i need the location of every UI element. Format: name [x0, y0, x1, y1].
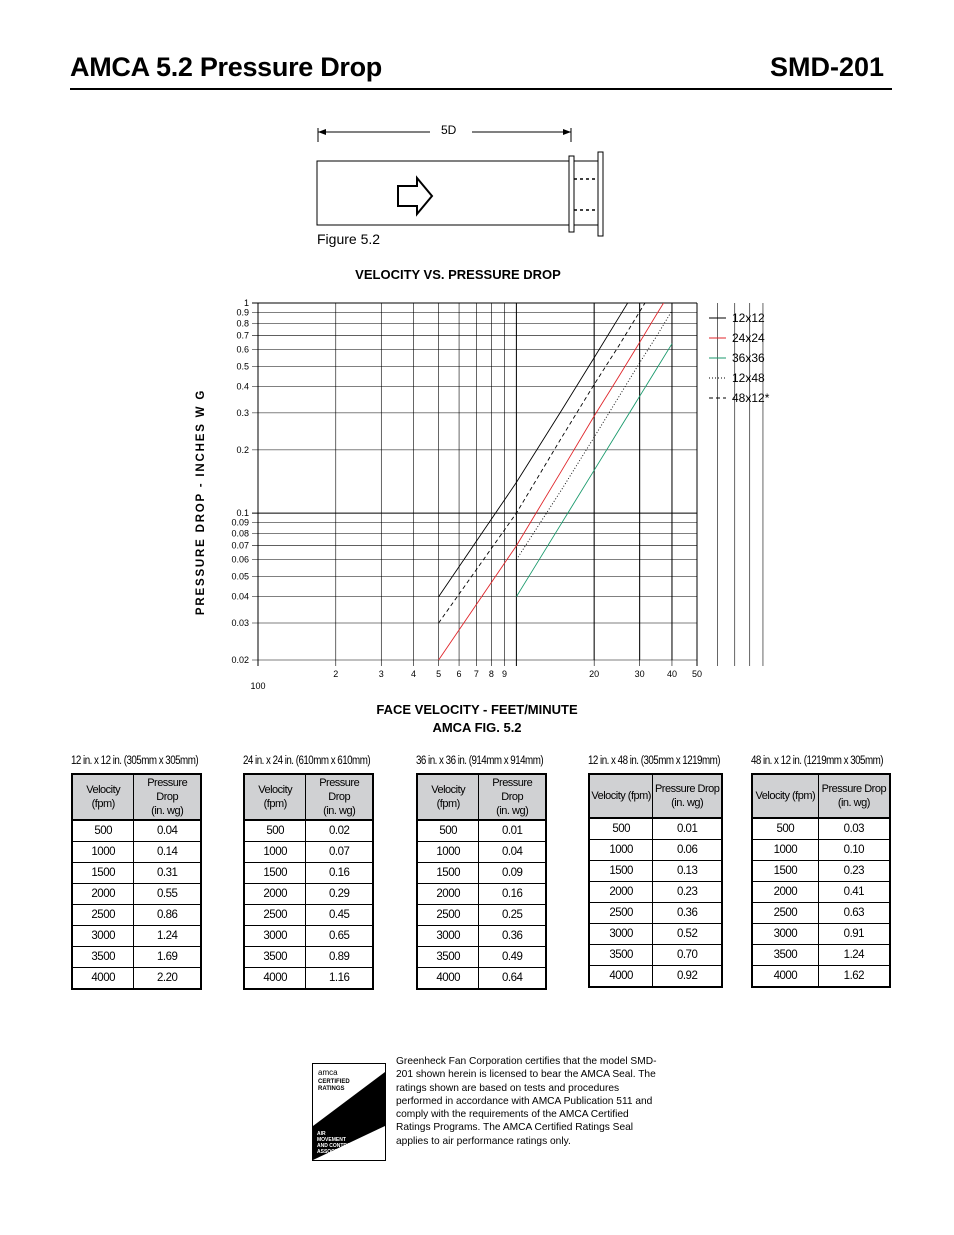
pressure-drop-header: Pressure Drop (in. wg) — [479, 774, 546, 820]
velocity-cell: 1000 — [589, 840, 653, 861]
velocity-cell: 500 — [244, 820, 306, 842]
velocity-cell: 500 — [589, 818, 653, 840]
chart-grid — [252, 303, 763, 666]
velocity-cell: 2000 — [417, 884, 479, 905]
figure-caption: Figure 5.2 — [317, 231, 381, 247]
velocity-cell: 3500 — [244, 947, 306, 968]
pressure-drop-cell: 0.65 — [306, 926, 373, 947]
table-title: 12 in. x 12 in. (305mm x 305mm) — [71, 755, 199, 767]
table-row — [589, 861, 722, 882]
x-tick-label: 30 — [634, 669, 645, 679]
svg-text:amca: amca — [318, 1068, 338, 1077]
y-tick-label: 0.3 — [236, 407, 249, 418]
table-header-row — [752, 774, 890, 818]
pressure-drop-cell: 0.36 — [479, 926, 546, 947]
table-row — [244, 884, 373, 905]
table-row — [417, 926, 546, 947]
pressure-drop-cell: 0.25 — [479, 905, 546, 926]
x-tick-label: 5 — [436, 669, 442, 679]
velocity-cell: 2500 — [72, 905, 134, 926]
table-row — [752, 840, 890, 861]
pressure-drop-cell: 0.63 — [818, 903, 890, 924]
pressure-drop-cell: 0.23 — [818, 861, 890, 882]
velocity-cell: 4000 — [417, 968, 479, 990]
table-row — [417, 905, 546, 926]
y-tick-label: 0.8 — [236, 318, 249, 329]
table-row — [589, 840, 722, 861]
pressure-drop-cell: 0.29 — [306, 884, 373, 905]
velocity-cell: 3500 — [72, 947, 134, 968]
table-row — [417, 968, 546, 990]
table-row — [752, 818, 890, 840]
velocity-cell: 1000 — [417, 842, 479, 863]
table-title: 24 in. x 24 in. (610mm x 610mm) — [243, 755, 371, 767]
pressure-drop-cell: 2.20 — [134, 968, 201, 990]
chart-subtitle: AMCA FIG. 5.2 — [432, 720, 522, 735]
pressure-drop-cell: 0.55 — [134, 884, 201, 905]
velocity-cell: 2000 — [589, 882, 653, 903]
velocity-header: Velocity (fpm) — [589, 774, 653, 818]
velocity-cell: 2500 — [752, 903, 818, 924]
pressure-drop-header: Pressure Drop (in. wg) — [818, 774, 890, 818]
table-row — [417, 863, 546, 884]
velocity-cell: 1000 — [752, 840, 818, 861]
x-tick-label: 9 — [502, 669, 508, 679]
pressure-drop-cell: 0.31 — [134, 863, 201, 884]
x-tick-label: 50 — [691, 669, 703, 679]
velocity-cell: 2000 — [244, 884, 306, 905]
y-tick-label: 0.4 — [236, 381, 249, 392]
x-axis-label: FACE VELOCITY - FEET/MINUTE — [376, 702, 578, 717]
series-line-12x12 — [439, 262, 672, 597]
dimension-label: 5D — [441, 123, 457, 137]
x-tick-label: 4 — [411, 669, 417, 679]
chart-title: VELOCITY VS. PRESSURE DROP — [355, 267, 561, 282]
legend-label: 48x12* — [732, 391, 770, 405]
pressure-drop-cell: 0.23 — [653, 882, 722, 903]
velocity-header: Velocity (fpm) — [72, 774, 134, 820]
velocity-cell: 2000 — [72, 884, 134, 905]
table-row — [752, 924, 890, 945]
pressure-drop-header: Pressure Drop (in. wg) — [134, 774, 201, 820]
pressure-drop-cell: 0.14 — [134, 842, 201, 863]
table-36x36 — [416, 755, 566, 990]
velocity-cell: 2500 — [244, 905, 306, 926]
x-tick-label: 8 — [488, 669, 494, 679]
x-tick-label: 20 — [589, 669, 600, 679]
pressure-drop-cell: 1.24 — [818, 945, 890, 966]
pressure-drop-cell: 0.03 — [818, 818, 890, 840]
y-tick-label: 0.04 — [231, 591, 249, 602]
table-row — [244, 905, 373, 926]
velocity-cell: 1000 — [244, 842, 306, 863]
velocity-cell: 3000 — [244, 926, 306, 947]
duct-diagram — [300, 120, 620, 245]
table-12x12 — [71, 755, 221, 990]
pressure-drop-cell: 0.89 — [306, 947, 373, 968]
velocity-cell: 3000 — [589, 924, 653, 945]
pressure-drop-cell: 0.01 — [653, 818, 722, 840]
svg-text:AIR: AIR — [353, 1108, 364, 1114]
pressure-drop-cell: 0.06 — [653, 840, 722, 861]
y-tick-label: 0.9 — [236, 307, 249, 318]
x-tick-label: 3 — [378, 669, 384, 679]
velocity-cell: 3500 — [417, 947, 479, 968]
velocity-cell: 3500 — [589, 945, 653, 966]
table-header-row — [72, 774, 201, 820]
table-row — [589, 966, 722, 988]
legend-label: 12x48 — [732, 371, 765, 385]
amca-seal-logo — [312, 1063, 386, 1161]
y-tick-label: 0.2 — [236, 444, 249, 455]
pressure-drop-cell: 0.49 — [479, 947, 546, 968]
pressure-drop-cell: 0.16 — [479, 884, 546, 905]
table-row — [244, 926, 373, 947]
pressure-drop-cell: 0.92 — [653, 966, 722, 988]
table-row — [72, 905, 201, 926]
velocity-cell: 1000 — [72, 842, 134, 863]
page-header — [70, 52, 892, 90]
table-header-row — [417, 774, 546, 820]
table-row — [752, 861, 890, 882]
pressure-drop-cell: 0.86 — [134, 905, 201, 926]
pressure-drop-cell: 0.70 — [653, 945, 722, 966]
table-row — [589, 945, 722, 966]
y-tick-label: 0.07 — [231, 540, 249, 551]
table-row — [72, 863, 201, 884]
svg-text:PERFORMANCE: PERFORMANCE — [347, 1115, 375, 1119]
table-row — [752, 903, 890, 924]
pressure-drop-cell: 1.16 — [306, 968, 373, 990]
legend-label: 24x24 — [732, 331, 765, 345]
svg-text:AND CONTROL: AND CONTROL — [317, 1143, 354, 1149]
velocity-cell: 3000 — [752, 924, 818, 945]
y-tick-label: 0.6 — [236, 344, 249, 355]
table-row — [72, 968, 201, 990]
velocity-cell: 500 — [752, 818, 818, 840]
pressure-drop-cell: 0.02 — [306, 820, 373, 842]
y-tick-label: 0.5 — [236, 361, 249, 372]
y-tick-label: 0.1 — [236, 508, 249, 519]
velocity-cell: 4000 — [752, 966, 818, 988]
table-row — [589, 818, 722, 840]
pressure-drop-cell: 0.41 — [818, 882, 890, 903]
table-title: 48 in. x 12 in. (1219mm x 305mm) — [751, 755, 884, 767]
chart-legend — [709, 311, 770, 405]
velocity-cell: 3500 — [752, 945, 818, 966]
table-row — [752, 882, 890, 903]
table-title: 12 in. x 48 in. (305mm x 1219mm) — [588, 755, 721, 767]
table-row — [72, 926, 201, 947]
velocity-cell: 1500 — [589, 861, 653, 882]
velocity-pressure-chart — [190, 262, 790, 742]
table-row — [244, 947, 373, 968]
chart-series — [439, 262, 672, 660]
velocity-cell: 4000 — [72, 968, 134, 990]
pressure-drop-cell: 0.04 — [479, 842, 546, 863]
certification-text: Greenheck Fan Corporation certifies that the model SMD-201 shown herein is licensed to bear the AMCA Seal. The ratings shown are based on tests and procedures performed in accordance with AMCA Publication 511 and comply with the requirements of the AMCA Certified Ratings Programs. The AMCA Certified Ratings Seal applies to air performance ratings only. — [396, 1056, 657, 1147]
table-row — [417, 820, 546, 842]
velocity-header: Velocity (fpm) — [752, 774, 818, 818]
legend-label: 12x12 — [732, 311, 765, 325]
velocity-cell: 2500 — [589, 903, 653, 924]
series-line-48x12 — [439, 262, 672, 623]
pressure-drop-cell: 0.45 — [306, 905, 373, 926]
table-row — [589, 903, 722, 924]
x-tick-label: 40 — [666, 669, 677, 679]
svg-text:MOVEMENT: MOVEMENT — [317, 1137, 346, 1143]
table-header-row — [589, 774, 722, 818]
pressure-drop-cell: 0.09 — [479, 863, 546, 884]
table-row — [244, 842, 373, 863]
velocity-cell: 1500 — [752, 861, 818, 882]
pressure-drop-cell: 0.13 — [653, 861, 722, 882]
velocity-cell: 2000 — [752, 882, 818, 903]
table-row — [589, 882, 722, 903]
velocity-cell: 500 — [417, 820, 479, 842]
y-tick-label: 0.02 — [231, 655, 249, 665]
pressure-drop-cell: 0.01 — [479, 820, 546, 842]
table-row — [417, 947, 546, 968]
table-24x24 — [243, 755, 393, 990]
y-tick-label: 0.09 — [231, 517, 249, 528]
table-row — [244, 863, 373, 884]
velocity-cell: 1500 — [244, 863, 306, 884]
velocity-header: Velocity (fpm) — [417, 774, 479, 820]
table-title: 36 in. x 36 in. (914mm x 914mm) — [416, 755, 544, 767]
pressure-drop-cell: 0.07 — [306, 842, 373, 863]
x-tick-label: 2 — [333, 669, 339, 679]
pressure-drop-cell: 0.16 — [306, 863, 373, 884]
y-tick-label: 0.03 — [231, 617, 249, 628]
table-row — [244, 820, 373, 842]
pressure-drop-cell: 1.24 — [134, 926, 201, 947]
y-tick-label: 0.7 — [236, 330, 249, 341]
table-row — [417, 884, 546, 905]
table-12x48 — [588, 755, 743, 988]
svg-text:ASSOCIATION, INC.: ASSOCIATION, INC. — [317, 1149, 365, 1155]
x-tick-labels — [250, 669, 702, 691]
svg-text:RATINGS: RATINGS — [318, 1086, 345, 1092]
y-axis-label: PRESSURE DROP - INCHES W G — [195, 388, 207, 616]
table-row — [752, 945, 890, 966]
velocity-cell: 500 — [72, 820, 134, 842]
pressure-drop-cell: 0.10 — [818, 840, 890, 861]
table-row — [589, 924, 722, 945]
series-line-24x24 — [439, 290, 672, 661]
pressure-drop-header: Pressure Drop (in. wg) — [306, 774, 373, 820]
pressure-drop-cell: 0.36 — [653, 903, 722, 924]
y-tick-label: 0.08 — [231, 528, 249, 539]
table-48x12 — [751, 755, 906, 988]
svg-text:AIR: AIR — [317, 1131, 326, 1137]
y-tick-label: 0.05 — [231, 571, 249, 582]
table-row — [72, 820, 201, 842]
pressure-drop-cell: 0.64 — [479, 968, 546, 990]
x-tick-label: 6 — [456, 669, 462, 679]
velocity-header: Velocity (fpm) — [244, 774, 306, 820]
y-tick-labels — [231, 298, 249, 665]
table-row — [72, 884, 201, 905]
table-row — [72, 947, 201, 968]
svg-text:CERTIFIED: CERTIFIED — [318, 1079, 350, 1085]
pressure-drop-cell: 1.62 — [818, 966, 890, 988]
x-tick-label: 100 — [250, 681, 266, 691]
pressure-drop-cell: 0.04 — [134, 820, 201, 842]
velocity-cell: 3000 — [417, 926, 479, 947]
page-title: AMCA 5.2 Pressure Drop — [70, 52, 382, 82]
table-header-row — [244, 774, 373, 820]
table-row — [72, 842, 201, 863]
velocity-cell: 4000 — [589, 966, 653, 988]
table-row — [244, 968, 373, 990]
table-row — [752, 966, 890, 988]
velocity-cell: 1500 — [417, 863, 479, 884]
x-tick-label: 7 — [473, 669, 479, 679]
pressure-drop-cell: 1.69 — [134, 947, 201, 968]
velocity-cell: 2500 — [417, 905, 479, 926]
pressure-drop-cell: 0.91 — [818, 924, 890, 945]
y-tick-label: 1 — [243, 298, 249, 308]
velocity-cell: 3000 — [72, 926, 134, 947]
pressure-drop-cell: 0.52 — [653, 924, 722, 945]
table-row — [417, 842, 546, 863]
legend-label: 36x36 — [732, 351, 765, 365]
model-number: SMD-201 — [769, 52, 884, 82]
y-tick-label: 0.06 — [231, 554, 249, 565]
pressure-drop-header: Pressure Drop (in. wg) — [653, 774, 722, 818]
velocity-cell: 4000 — [244, 968, 306, 990]
velocity-cell: 1500 — [72, 863, 134, 884]
